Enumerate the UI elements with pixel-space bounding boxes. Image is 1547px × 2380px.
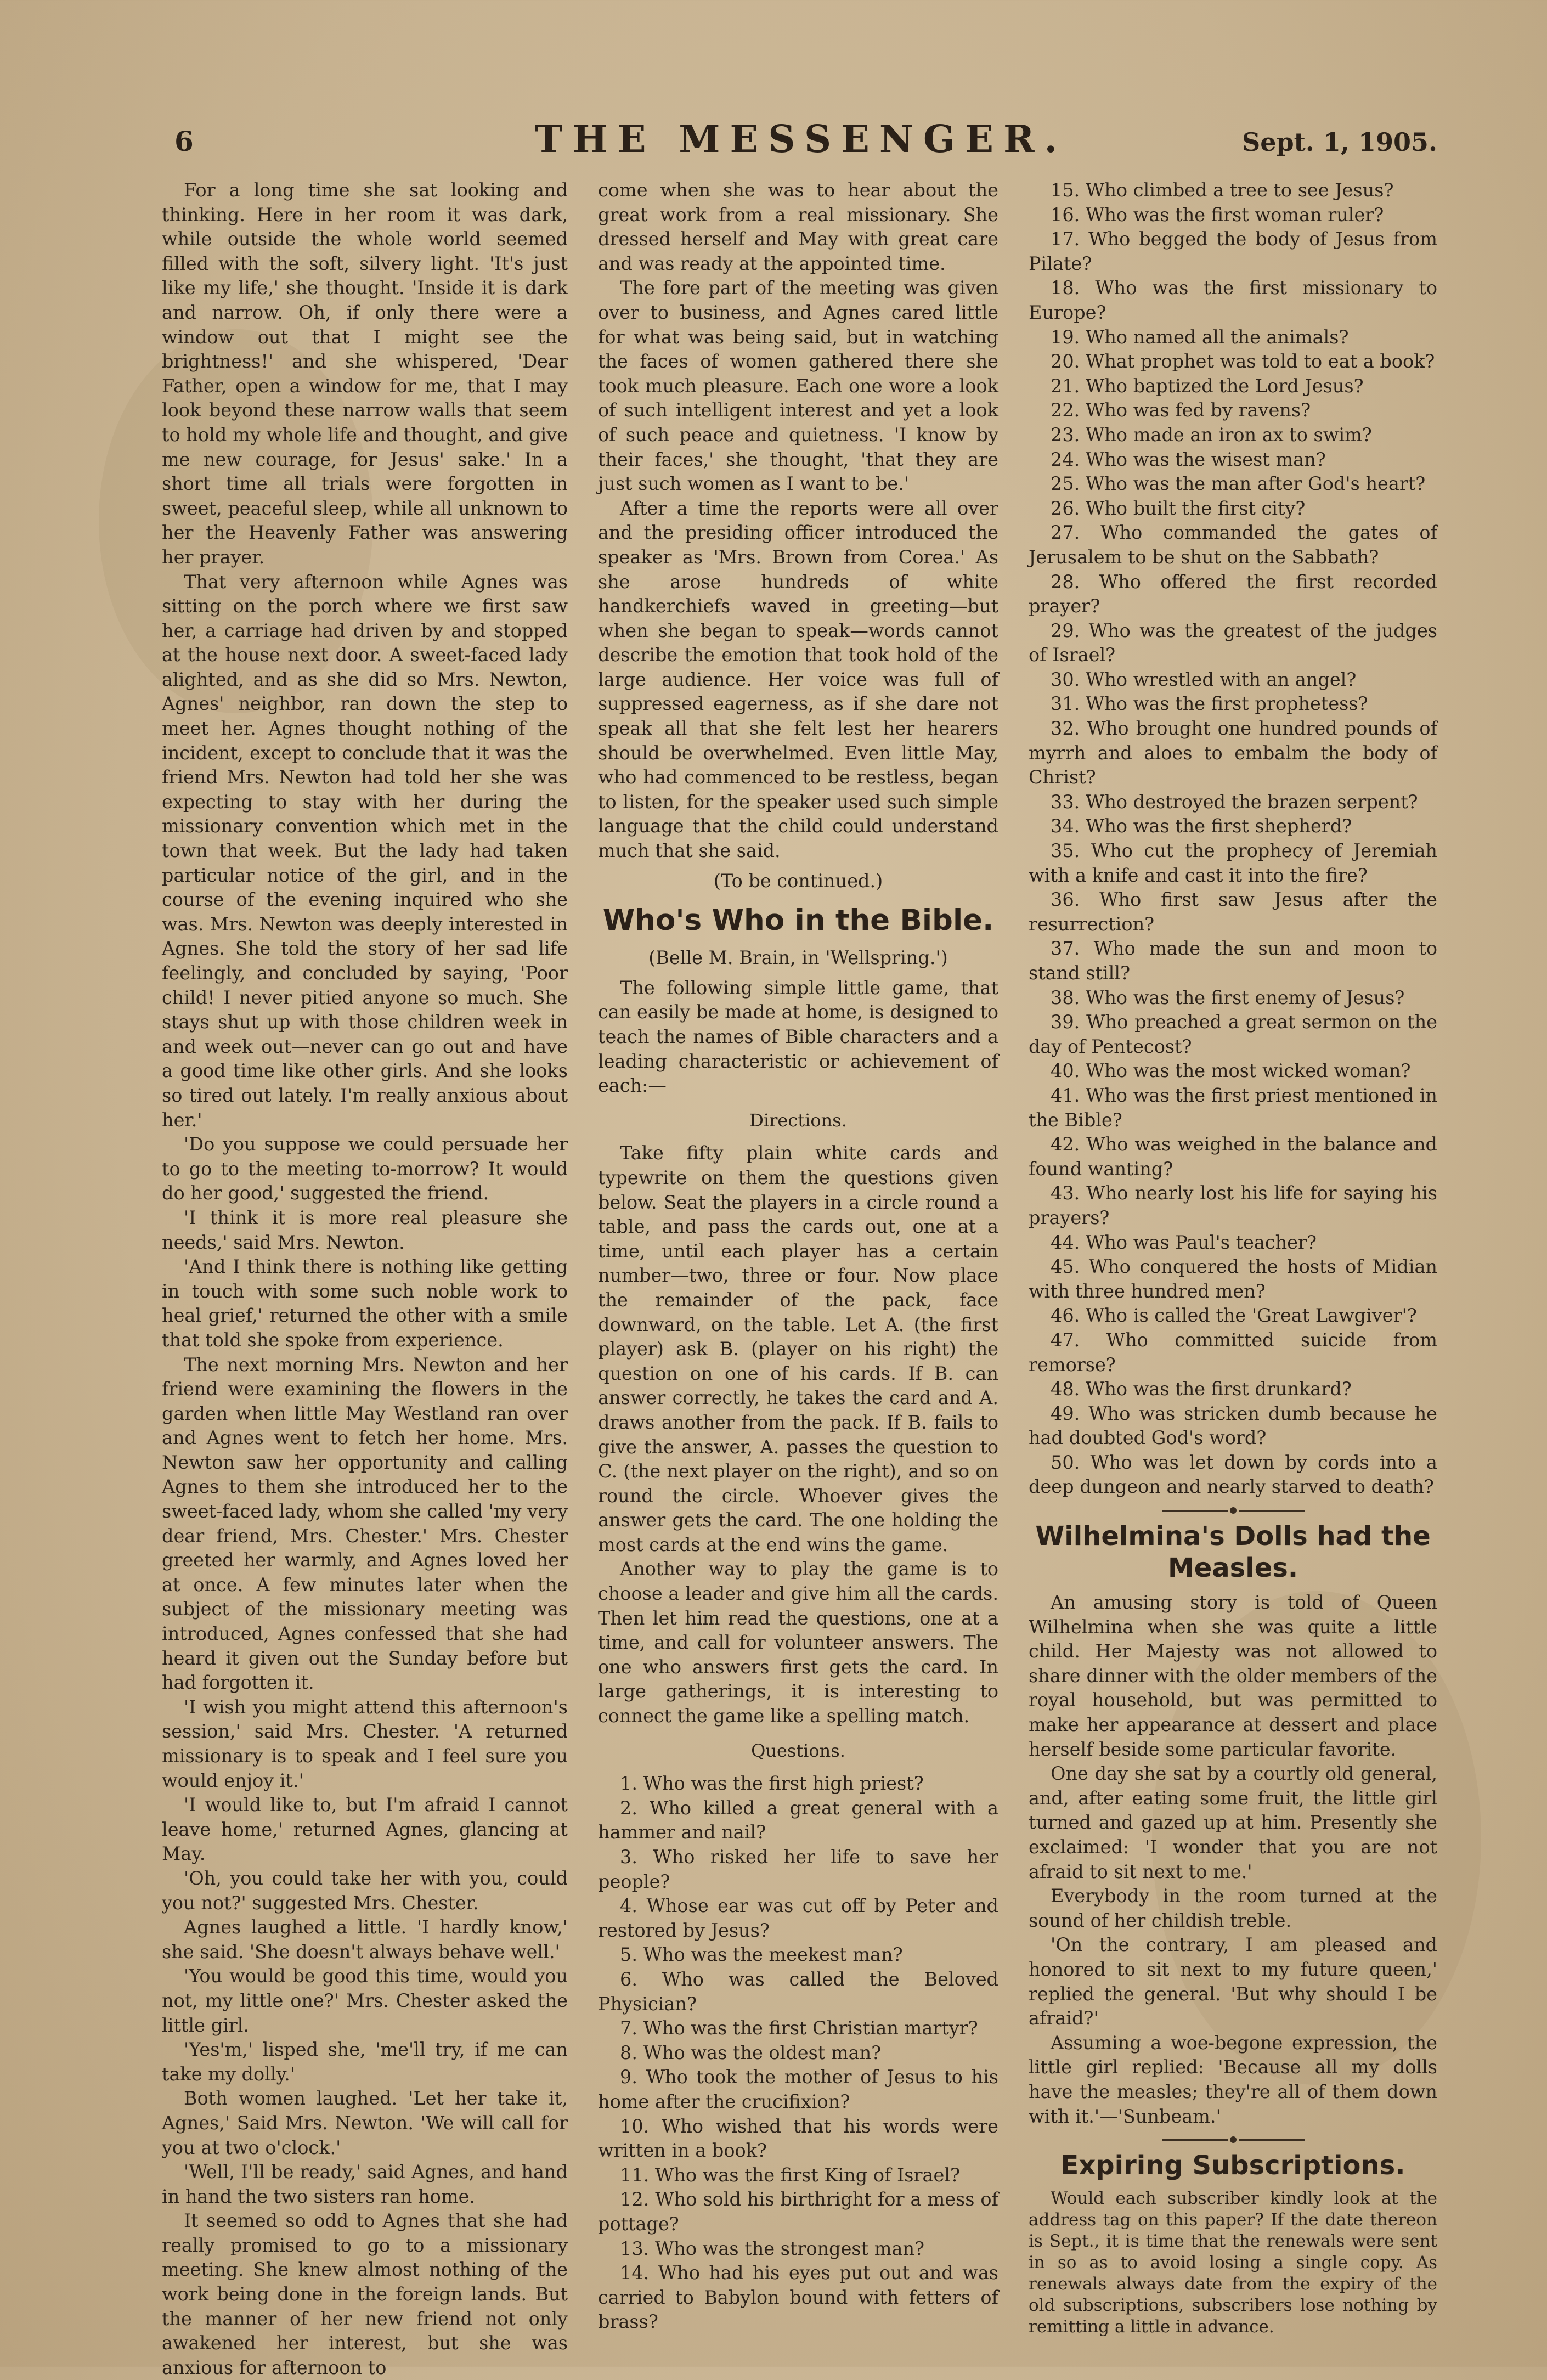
question-item: 28. Who offered the first recorded prayer? xyxy=(1029,571,1437,617)
question-item: 23. Who made an iron ax to swim? xyxy=(1051,424,1372,445)
directions-paragraph: Another way to play the game is to choose a leader and give him all the cards. Then let him read the questions, one at a time, and call for volunteer answers. The one who answers first gets the card. In large gatherings, it is interesting to connect the game like a spelling match. xyxy=(598,1558,998,1727)
questions-list-continued xyxy=(1029,178,1437,1499)
question-item: 39. Who preached a great sermon on the day of Pentecost? xyxy=(1029,1011,1437,1057)
question-item: 19. Who named all the animals? xyxy=(1051,326,1349,348)
question-item: 6. Who was called the Beloved Physician? xyxy=(598,1968,998,2015)
story-paragraph: 'Do you suppose we could persuade her to go to the meeting to-morrow? It would do her good,' suggested the friend. xyxy=(162,1133,568,1204)
question-item: 45. Who conquered the hosts of Midian with three hundred men? xyxy=(1029,1256,1437,1302)
to-be-continued: (To be continued.) xyxy=(713,870,883,892)
story-paragraph: The fore part of the meeting was given over to business, and Agnes cared little for what was being said, but in watching the faces of women gathered there she took much pleasure. Each one wore a look of such intelligent interest and yet a look of such peace and quietness. 'I know by their faces,' she thought, 'that they are just such women as I want to be.' xyxy=(598,277,998,495)
story-paragraph: 'I wish you might attend this afternoon's session,' said Mrs. Chester. 'A returned missionary is to speak and I feel sure you would enjoy it.' xyxy=(162,1696,568,1791)
question-item: 34. Who was the first shepherd? xyxy=(1051,815,1352,837)
question-item: 26. Who built the first city? xyxy=(1051,497,1306,519)
column-3 xyxy=(1029,178,1437,2338)
masthead-title: THE MESSENGER. xyxy=(534,117,1068,161)
issue-date: Sept. 1, 1905. xyxy=(1241,127,1437,157)
question-item: 46. Who is called the 'Great Lawgiver'? xyxy=(1051,1305,1417,1327)
question-item: 30. Who wrestled with an angel? xyxy=(1051,668,1357,690)
story-paragraph: Agnes laughed a little. 'I hardly know,' she said. 'She doesn't always behave well.' xyxy=(162,1916,568,1962)
story-paragraph: For a long time she sat looking and thinking. Here in her room it was dark, while outside the whole world seemed filled with the soft, silvery light. 'It's just like my life,' she thought. 'Inside it is dark and narrow. Oh, if only there were a window out that I might see the brightness!' and she whispered, 'Dear Father, open a window for me, that I may look beyond these narrow walls that seem to hold my whole life and thought, and give me new courage, for Jesus' sake.' In a short time all trials were forgotten in sweet, peaceful sleep, while all unknown to her the Heavenly Father was answering her prayer. xyxy=(162,179,568,568)
question-item: 15. Who climbed a tree to see Jesus? xyxy=(1051,179,1394,201)
question-item: 8. Who was the oldest man? xyxy=(620,2041,882,2063)
story-paragraph: 'Yes'm,' lisped she, 'me'll try, if me can take my dolly.' xyxy=(162,2039,568,2085)
story-paragraph: 'On the contrary, I am pleased and honored to sit next to my future queen,' replied the general. 'But why should I be afraid?' xyxy=(1029,1934,1437,2029)
story-paragraph: After a time the reports were all over and the presiding officer introduced the speaker as 'Mrs. Brown from Corea.' As she arose hundreds of white handkerchiefs waved in greeting—but when she began to speak—words cannot describe the emotion that took hold of the large audience. Her voice was full of suppressed eagerness, as if she dare not speak all that she felt lest her hearers should be overwhelmed. Even little May, who had commenced to be restless, began to listen, for the speaker used such simple language that the child could understand much that she said. xyxy=(598,497,998,862)
question-item: 1. Who was the first high priest? xyxy=(620,1773,924,1795)
question-item: 13. Who was the strongest man? xyxy=(620,2237,925,2259)
question-item: 16. Who was the first woman ruler? xyxy=(1051,204,1384,225)
story-paragraph: 'I would like to, but I'm afraid I cannot leave home,' returned Agnes, glancing at May. xyxy=(162,1794,568,1865)
question-item: 48. Who was the first drunkard? xyxy=(1051,1378,1352,1400)
question-item: 4. Whose ear was cut off by Peter and restored by Jesus? xyxy=(598,1895,998,1941)
question-item: 29. Who was the greatest of the judges of Israel? xyxy=(1029,619,1437,666)
story-paragraph: 'And I think there is nothing like getting in touch with some such noble work to heal grief,' returned the other with a smile that told she spoke from experience. xyxy=(162,1256,568,1351)
story-paragraph: Both women laughed. 'Let her take it, Agnes,' Said Mrs. Newton. 'We will call for you at two o'clock.' xyxy=(162,2088,568,2158)
story-paragraph: The next morning Mrs. Newton and her friend were examining the flowers in the garden when little May Westland ran over and Agnes went to fetch her home. Mrs. Newton saw her opportunity and calling Agnes to them she introduced her to the sweet-faced lady, whom she called 'my very dear friend, Mrs. Chester.' Mrs. Chester greeted her warmly, and Agnes loved her at once. A few minutes later when the subject of the missionary meeting was introduced, Agnes confessed that she had heard it given out the Sunday before but had forgotten it. xyxy=(162,1353,568,1694)
question-item: 21. Who baptized the Lord Jesus? xyxy=(1051,375,1364,397)
story-paragraph: One day she sat by a courtly old general, and, after eating some fruit, the little girl turned and gazed up at him. Presently she exclaimed: 'I wonder that you are not afraid to sit next to me.' xyxy=(1029,1763,1437,1882)
question-item: 2. Who killed a great general with a hammer and nail? xyxy=(598,1797,998,1843)
question-item: 31. Who was the first prophetess? xyxy=(1051,693,1368,715)
page-header xyxy=(165,115,1437,165)
article-byline: (Belle M. Brain, in 'Wellspring.') xyxy=(648,947,948,969)
story-paragraph: Assuming a woe-begone expression, the little girl replied: 'Because all my dolls have the measles; they're all of them down with it.'—'Sunbeam.' xyxy=(1029,2032,1437,2127)
question-item: 36. Who first saw Jesus after the resurrection? xyxy=(1029,889,1437,935)
subscriptions-notice: Would each subscriber kindly look at the address tag on this paper? If the date thereon is Sept., it is time that the renewals were sent in so as to avoid losing a single copy. As renewals always date from the expiry of the old subscriptions, subscribers lose nothing by remitting a little in advance. xyxy=(1029,2189,1437,2337)
question-item: 12. Who sold his birthright for a mess of pottage? xyxy=(598,2189,998,2235)
question-item: 35. Who cut the prophecy of Jeremiah with a knife and cast it into the fire? xyxy=(1029,840,1437,886)
question-item: 38. Who was the first enemy of Jesus? xyxy=(1051,986,1405,1008)
question-item: 27. Who commanded the gates of Jerusalem to be shut on the Sabbath? xyxy=(1029,522,1437,568)
question-item: 44. Who was Paul's teacher? xyxy=(1051,1231,1317,1253)
page-number: 6 xyxy=(174,125,194,157)
question-item: 25. Who was the man after God's heart? xyxy=(1051,473,1426,495)
article-title-subscriptions: Expiring Subscriptions. xyxy=(1060,2150,1405,2181)
questions-heading: Questions. xyxy=(751,1740,845,1761)
story-paragraph: 'You would be good this time, would you not, my little one?' Mrs. Chester asked the little girl. xyxy=(162,1965,568,2036)
story-paragraph: Everybody in the room turned at the sound of her childish treble. xyxy=(1029,1885,1437,1931)
question-item: 40. Who was the most wicked woman? xyxy=(1051,1060,1411,1082)
directions-paragraph: Take fifty plain white cards and typewrite on them the questions given below. Seat the players in a circle round a table, and pass the cards out, one at a time, until each player has a certain number—two, three or four. Now place the remainder of the pack, face downward, on the table. Let A. (the first player) ask B. (player on his right) the question on one of his cards. If B. can answer correctly, he takes the card and A. draws another from the pack. If B. fails to give the answer, A. passes the question to C. (the next player on the right), and so on round the circle. Whoever gives the answer gets the card. The one holding the most cards at the end wins the game. xyxy=(598,1142,998,1555)
question-item: 17. Who begged the body of Jesus from Pilate? xyxy=(1029,228,1437,274)
section-divider xyxy=(1029,2135,1437,2144)
question-item: 24. Who was the wisest man? xyxy=(1051,448,1326,470)
question-item: 22. Who was fed by ravens? xyxy=(1051,399,1311,421)
column-2 xyxy=(598,178,998,2334)
question-item: 3. Who risked her life to save her people? xyxy=(598,1846,998,1892)
question-item: 18. Who was the first missionary to Europe? xyxy=(1029,277,1437,323)
story-paragraph: An amusing story is told of Queen Wilhelmina when she was quite a little child. Her Majesty was not allowed to share dinner with the older members of the royal household, but was permitted to make her appearance at dessert and place herself beside some particular favorite. xyxy=(1029,1592,1437,1760)
question-item: 41. Who was the first priest mentioned in the Bible? xyxy=(1029,1084,1438,1131)
question-item: 37. Who made the sun and moon to stand still? xyxy=(1029,938,1437,984)
question-item: 49. Who was stricken dumb because he had doubted God's word? xyxy=(1029,1402,1437,1449)
question-item: 43. Who nearly lost his life for saying his prayers? xyxy=(1029,1182,1437,1228)
questions-list xyxy=(598,1772,998,2334)
question-item: 42. Who was weighed in the balance and found wanting? xyxy=(1029,1133,1437,1180)
question-item: 33. Who destroyed the brazen serpent? xyxy=(1051,791,1418,813)
story-paragraph: come when she was to hear about the great work from a real missionary. She dressed herself and May with great care and was ready at the appointed time. xyxy=(598,179,998,274)
section-divider xyxy=(1029,1506,1437,1515)
question-item: 10. Who wished that his words were written in a book? xyxy=(598,2115,998,2162)
question-item: 50. Who was let down by cords into a deep dungeon and nearly starved to death? xyxy=(1029,1451,1437,1498)
question-item: 20. What prophet was told to eat a book? xyxy=(1051,351,1435,373)
question-item: 11. Who was the first King of Israel? xyxy=(620,2164,960,2186)
question-item: 7. Who was the first Christian martyr? xyxy=(620,2017,978,2039)
story-paragraph: 'I think it is more real pleasure she needs,' said Mrs. Newton. xyxy=(162,1206,568,1253)
story-paragraph: 'Oh, you could take her with you, could you not?' suggested Mrs. Chester. xyxy=(162,1867,568,1914)
article-intro: The following simple little game, that can easily be made at home, is designed to teach the names of Bible characters and a leading characteristic or achievement of each:— xyxy=(598,977,998,1097)
story-paragraph: It seemed so odd to Agnes that she had really promised to go to a missionary meeting. She knew almost nothing of the work being done in the foreign lands. But the manner of her new friend not only awakened her interest, but she was anxious for afternoon to xyxy=(162,2210,568,2378)
question-item: 32. Who brought one hundred pounds of myrrh and aloes to embalm the body of Christ? xyxy=(1029,718,1437,788)
question-item: 5. Who was the meekest man? xyxy=(620,1944,903,1966)
story-paragraph: That very afternoon while Agnes was sitting on the porch where we first saw her, a carriage had driven by and stopped at the house next door. A sweet-faced lady alighted, and as she did so Mrs. Newton, Agnes' neighbor, ran down the step to meet her. Agnes thought nothing of the incident, except to conclude that it was the friend Mrs. Newton had told her she was expecting to stay with her during the missionary convention which met in the town that week. But the lady had taken particular notice of the girl, and in the course of the evening inquired who she was. Mrs. Newton was deeply interested in Agnes. She told the story of her sad life feelingly, and concluded by saying, 'Poor child! I never pitied anyone so much. She stays shut up with those children week in and week out—never can go out and have a good time like other girls. And she looks so tired out lately. I'm really anxious about her.' xyxy=(162,571,568,1131)
article-title-whos-who: Who's Who in the Bible. xyxy=(602,904,994,938)
column-1 xyxy=(162,178,568,2380)
directions-heading: Directions. xyxy=(749,1109,847,1131)
story-paragraph: 'Well, I'll be ready,' said Agnes, and hand in hand the two sisters ran home. xyxy=(162,2161,568,2207)
question-item: 9. Who took the mother of Jesus to his home after the crucifixion? xyxy=(598,2066,998,2112)
question-item: 47. Who committed suicide from remorse? xyxy=(1029,1329,1437,1375)
question-item: 14. Who had his eyes put out and was carried to Babylon bound with fetters of brass? xyxy=(598,2262,998,2333)
article-title-wilhelmina: Wilhelmina's Dolls had the Measles. xyxy=(1035,1521,1431,1584)
